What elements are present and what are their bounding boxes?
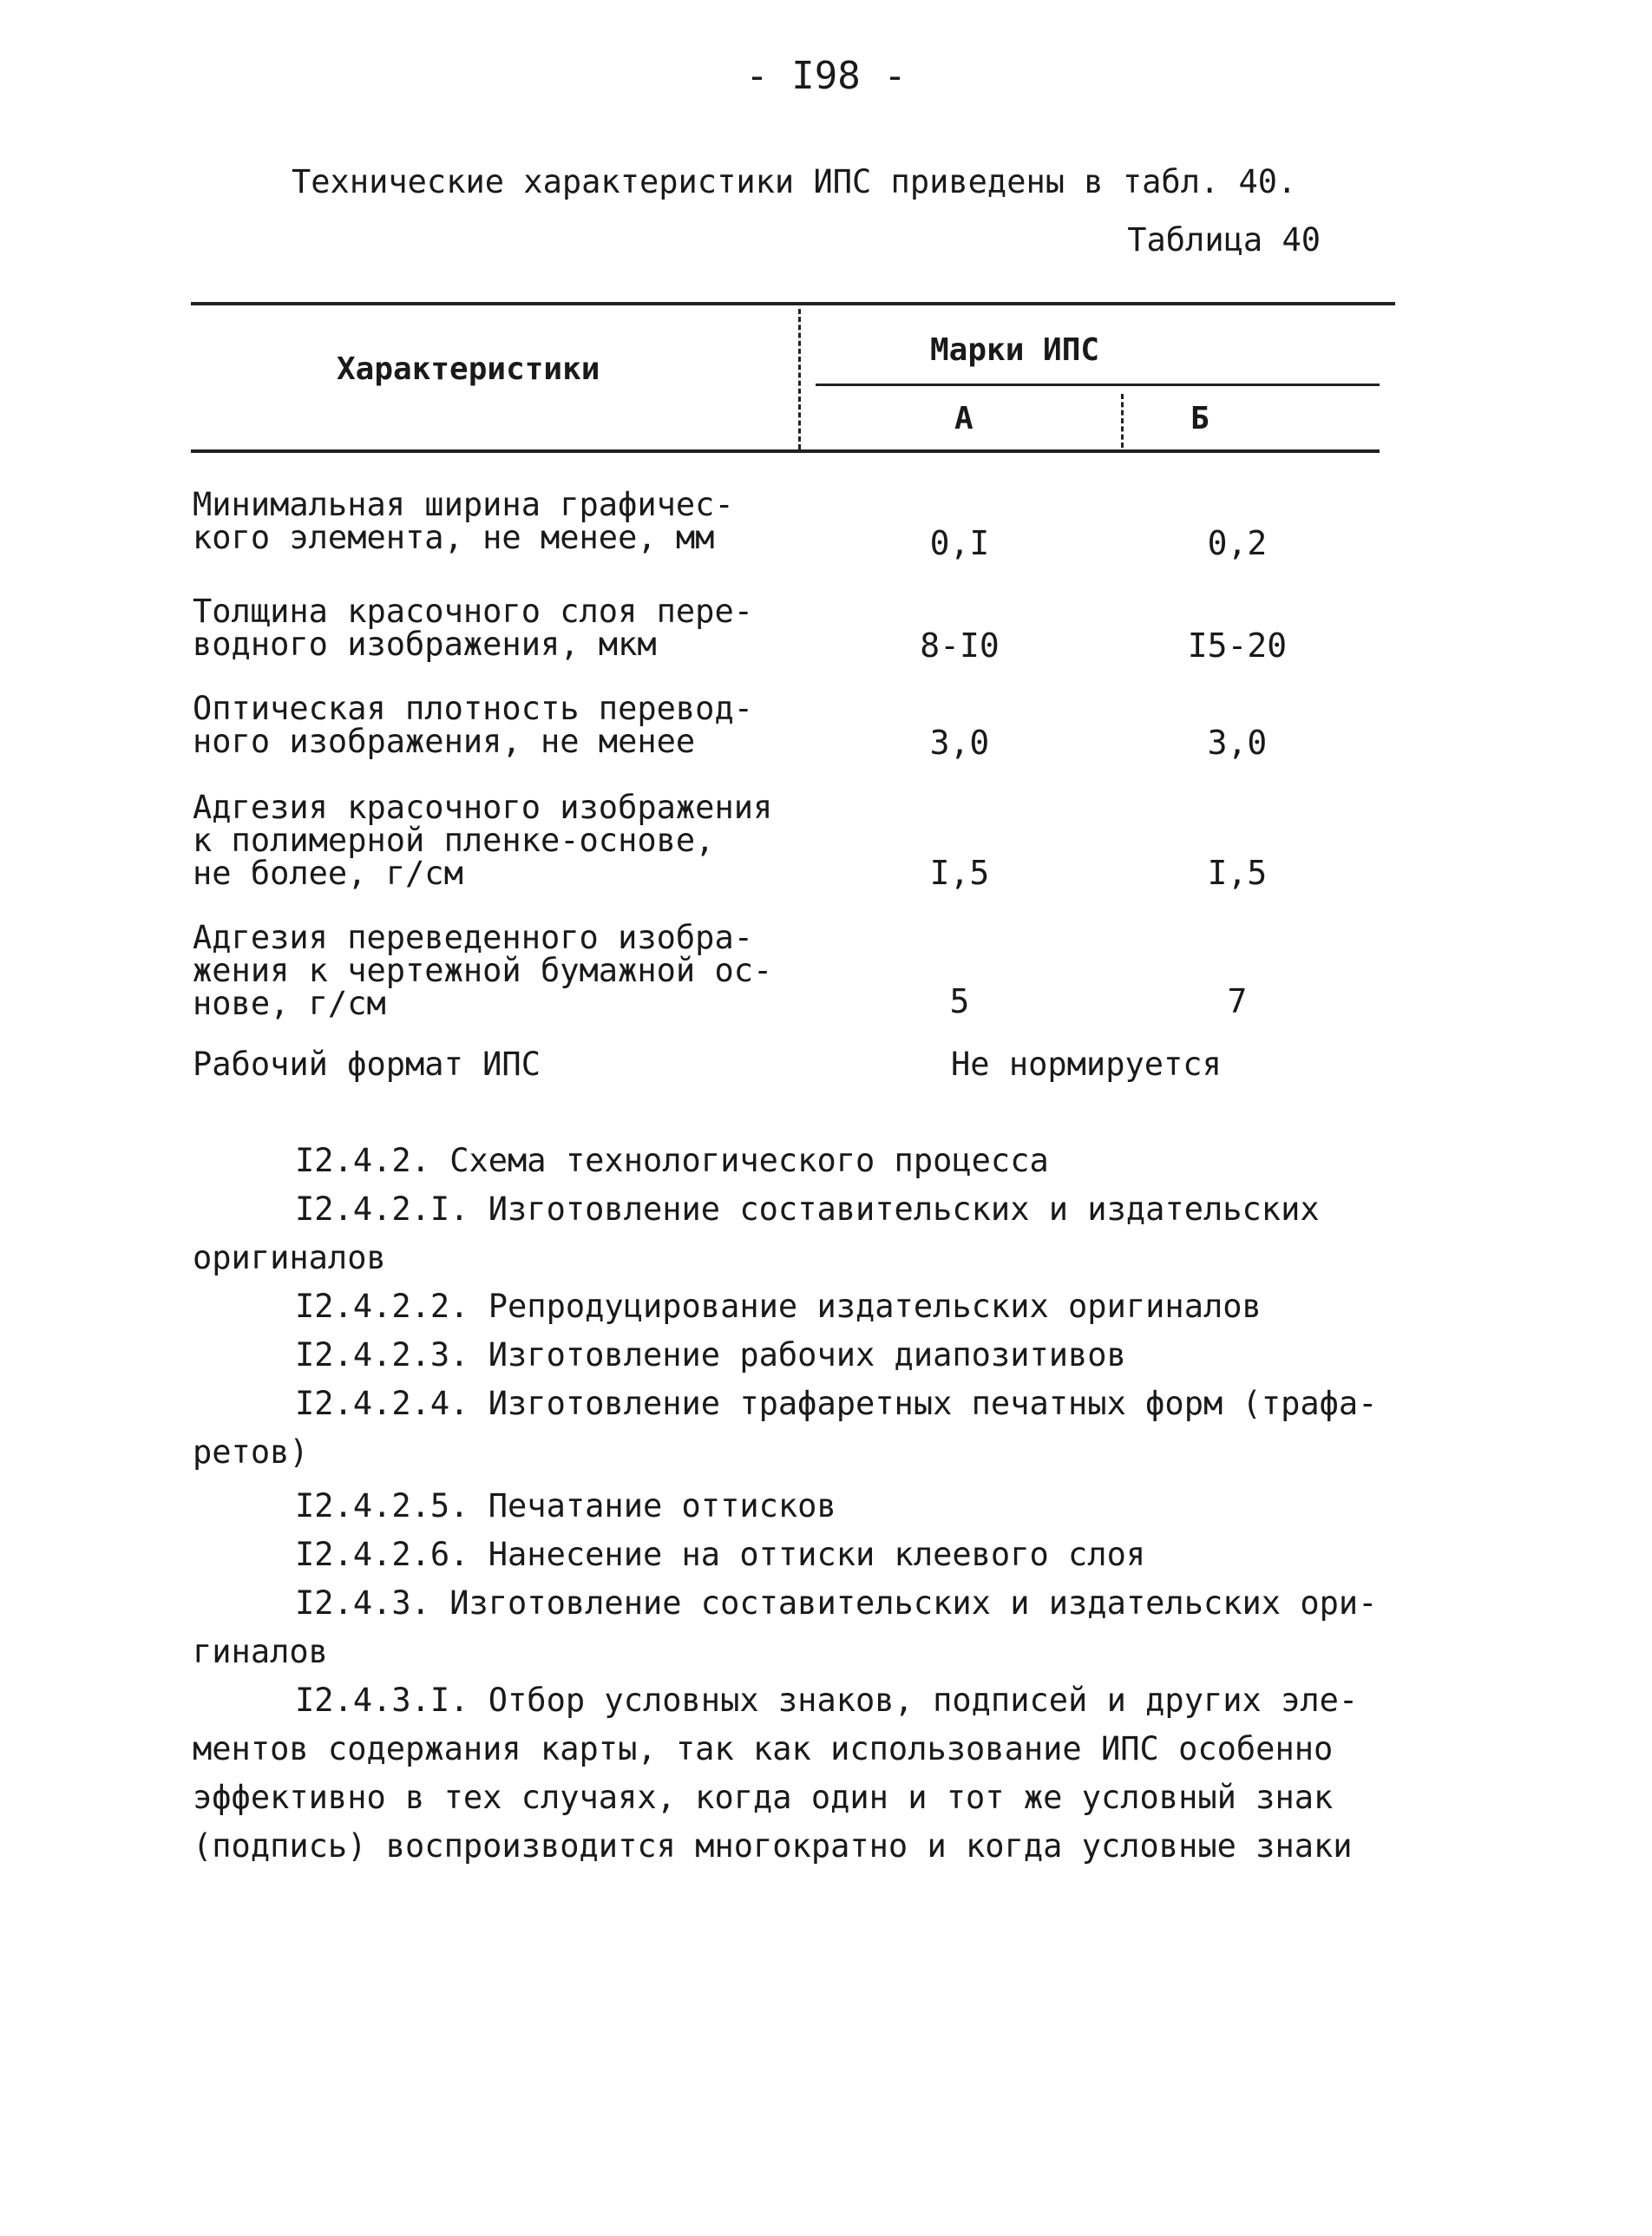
- paragraph: [193, 1579, 1510, 1676]
- intro-text: Технические характеристики ИПС приведены в табл. 40.: [292, 163, 1297, 200]
- header-brands: Марки ИПС: [930, 332, 1100, 368]
- paragraph-line: (подпись) воспроизводится многократно и когда условные знаки: [193, 1827, 1353, 1865]
- paragraph-line: I2.4.2.6. Нанесение на оттиски клеевого слоя: [295, 1536, 1146, 1573]
- paragraph: [193, 1282, 1510, 1331]
- row-value-a: 3,0: [929, 724, 990, 762]
- paragraph: [193, 1531, 1510, 1579]
- header-divider: [798, 309, 801, 449]
- row-value-b: 7: [1227, 982, 1248, 1020]
- row-value-b: I,5: [1207, 854, 1268, 892]
- row-label: Рабочий формат ИПС: [193, 1046, 541, 1083]
- paragraph-line: оригиналов: [193, 1239, 386, 1276]
- row-label: Оптическая плотность перевод- ного изображения, не менее: [193, 690, 754, 760]
- paragraph-line: I2.4.2.4. Изготовление трафаретных печатных форм (трафа-: [295, 1385, 1378, 1422]
- paragraph: [193, 1482, 1510, 1531]
- brands-rule: [816, 384, 1380, 386]
- paragraph-line: I2.4.2.3. Изготовление рабочих диапозитивов: [295, 1336, 1126, 1374]
- row-value-b: I5-20: [1187, 626, 1288, 665]
- row-value-a: I,5: [929, 854, 990, 892]
- table-caption: Таблица 40: [1127, 221, 1321, 259]
- paragraph-line: I2.4.3. Изготовление составительских и издательских ори-: [295, 1584, 1378, 1622]
- paragraph-line: I2.4.2. Схема технологического процесса: [295, 1142, 1049, 1179]
- page-number: - I98 -: [745, 54, 907, 98]
- paragraph-line: ретов): [193, 1433, 309, 1471]
- row-value-ab: Не нормируется: [951, 1046, 1222, 1083]
- paragraph-line: I2.4.2.5. Печатание оттисков: [295, 1487, 836, 1525]
- paragraph-line: I2.4.2.I. Изготовление составительских и издательских: [295, 1190, 1320, 1228]
- header-bottom-rule: [191, 449, 1380, 453]
- paragraph-line: ментов содержания карты, так как использование ИПС особенно: [193, 1730, 1334, 1767]
- row-value-a: 0,I: [929, 524, 990, 562]
- paragraph: [193, 1676, 1510, 1871]
- paragraph-line: гиналов: [193, 1633, 328, 1670]
- paragraph: [193, 1185, 1510, 1282]
- header-characteristics: Характеристики: [337, 351, 600, 387]
- paragraph: [193, 1331, 1510, 1380]
- header-col-a: А: [954, 401, 974, 436]
- row-label: Адгезия переведенного изобра- жения к чертежной бумажной ос- нове, г/см: [193, 919, 773, 1022]
- row-value-a: 5: [949, 982, 970, 1020]
- row-label: Адгезия красочного изображения к полимерной пленке-основе, не более, г/см: [193, 789, 773, 892]
- row-value-b: 3,0: [1207, 724, 1268, 762]
- paragraph: [193, 1137, 1510, 1185]
- header-col-b: Б: [1190, 401, 1210, 436]
- ab-divider: [1121, 394, 1124, 448]
- paragraph-line: I2.4.2.2. Репродуцирование издательских оригиналов: [295, 1288, 1262, 1325]
- row-value-b: 0,2: [1207, 524, 1268, 562]
- paragraph: [193, 1380, 1510, 1477]
- paragraph-line: эффективно в тех случаях, когда один и тот же условный знак: [193, 1779, 1334, 1816]
- row-label: Толщина красочного слоя пере- водного изображения, мкм: [193, 593, 754, 663]
- table-top-rule: [191, 302, 1395, 305]
- paragraph-line: I2.4.3.I. Отбор условных знаков, подписей и других эле-: [295, 1682, 1359, 1719]
- row-value-a: 8-I0: [920, 626, 1000, 665]
- row-label: Минимальная ширина графичес- кого элемента, не менее, мм: [193, 486, 734, 556]
